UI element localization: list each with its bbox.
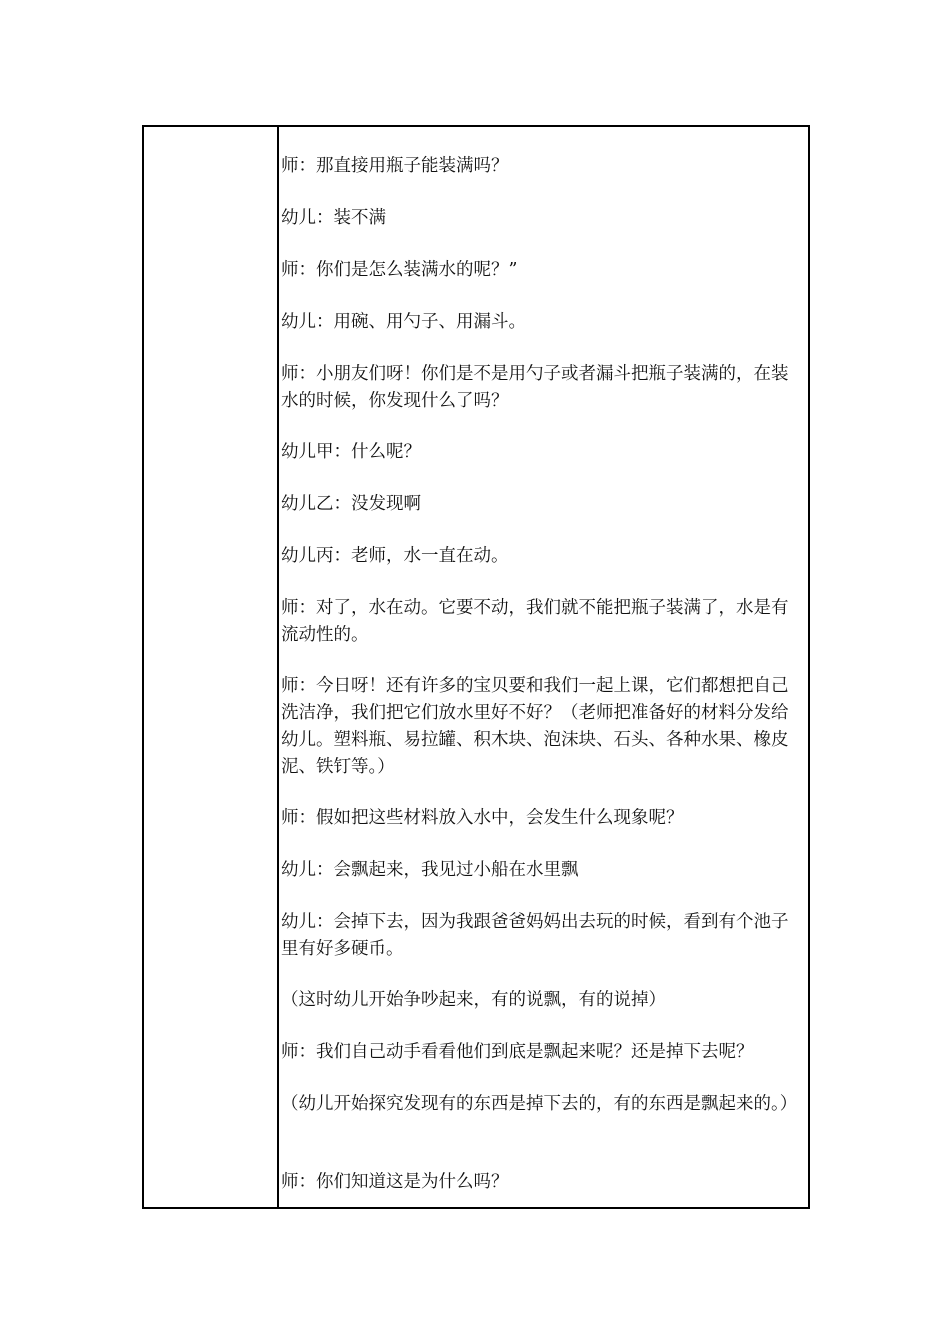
dialogue-paragraph: 师：今日呀！还有许多的宝贝要和我们一起上课，它们都想把自己洗洁净，我们把它们放水里好不好？（老师把准备好的材料分发给幼儿。塑料瓶、易拉罐、积木块、泡沫块、石头、各种水果、橡皮泥、铁钉等。）	[281, 676, 789, 777]
dialogue-paragraph: 师：对了，水在动。它要不动，我们就不能把瓶子装满了，水是有流动性的。	[281, 598, 789, 645]
dialogue-paragraph: 幼儿甲：什么呢？	[281, 442, 421, 462]
dialogue-paragraph: 师：那直接用瓶子能装满吗？	[281, 156, 509, 176]
dialogue-paragraph: 幼儿丙：老师，水一直在动。	[281, 546, 509, 566]
dialogue-paragraph: 师：假如把这些材料放入水中，会发生什么现象呢？	[281, 808, 684, 828]
dialogue-paragraph: （幼儿开始探究发现有的东西是掉下去的，有的东西是飘起来的。）	[281, 1094, 798, 1114]
table-content-cell	[279, 127, 808, 1207]
dialogue-paragraph: 师：你们知道这是为什么吗？	[281, 1172, 509, 1192]
dialogue-paragraph: 师：小朋友们呀！你们是不是用勺子或者漏斗把瓶子装满的，在装水的时候，你发现什么了吗？	[281, 364, 789, 411]
dialogue-paragraph: 师：你们是怎么装满水的呢？”	[281, 260, 518, 280]
dialogue-paragraph: 幼儿：会飘起来，我见过小船在水里飘	[281, 860, 579, 880]
dialogue-paragraph: 幼儿：装不满	[281, 208, 386, 228]
table-left-cell	[144, 127, 279, 1207]
lesson-table	[142, 125, 810, 1209]
dialogue-paragraph: 师：我们自己动手看看他们到底是飘起来呢？还是掉下去呢？	[281, 1042, 754, 1062]
dialogue-paragraph: （这时幼儿开始争吵起来，有的说飘，有的说掉）	[281, 990, 666, 1010]
dialogue-paragraph: 幼儿：用碗、用勺子、用漏斗。	[281, 312, 526, 332]
dialogue-paragraph: 幼儿：会掉下去，因为我跟爸爸妈妈出去玩的时候，看到有个池子里有好多硬币。	[281, 912, 789, 959]
dialogue-paragraph: 幼儿乙：没发现啊	[281, 494, 421, 514]
